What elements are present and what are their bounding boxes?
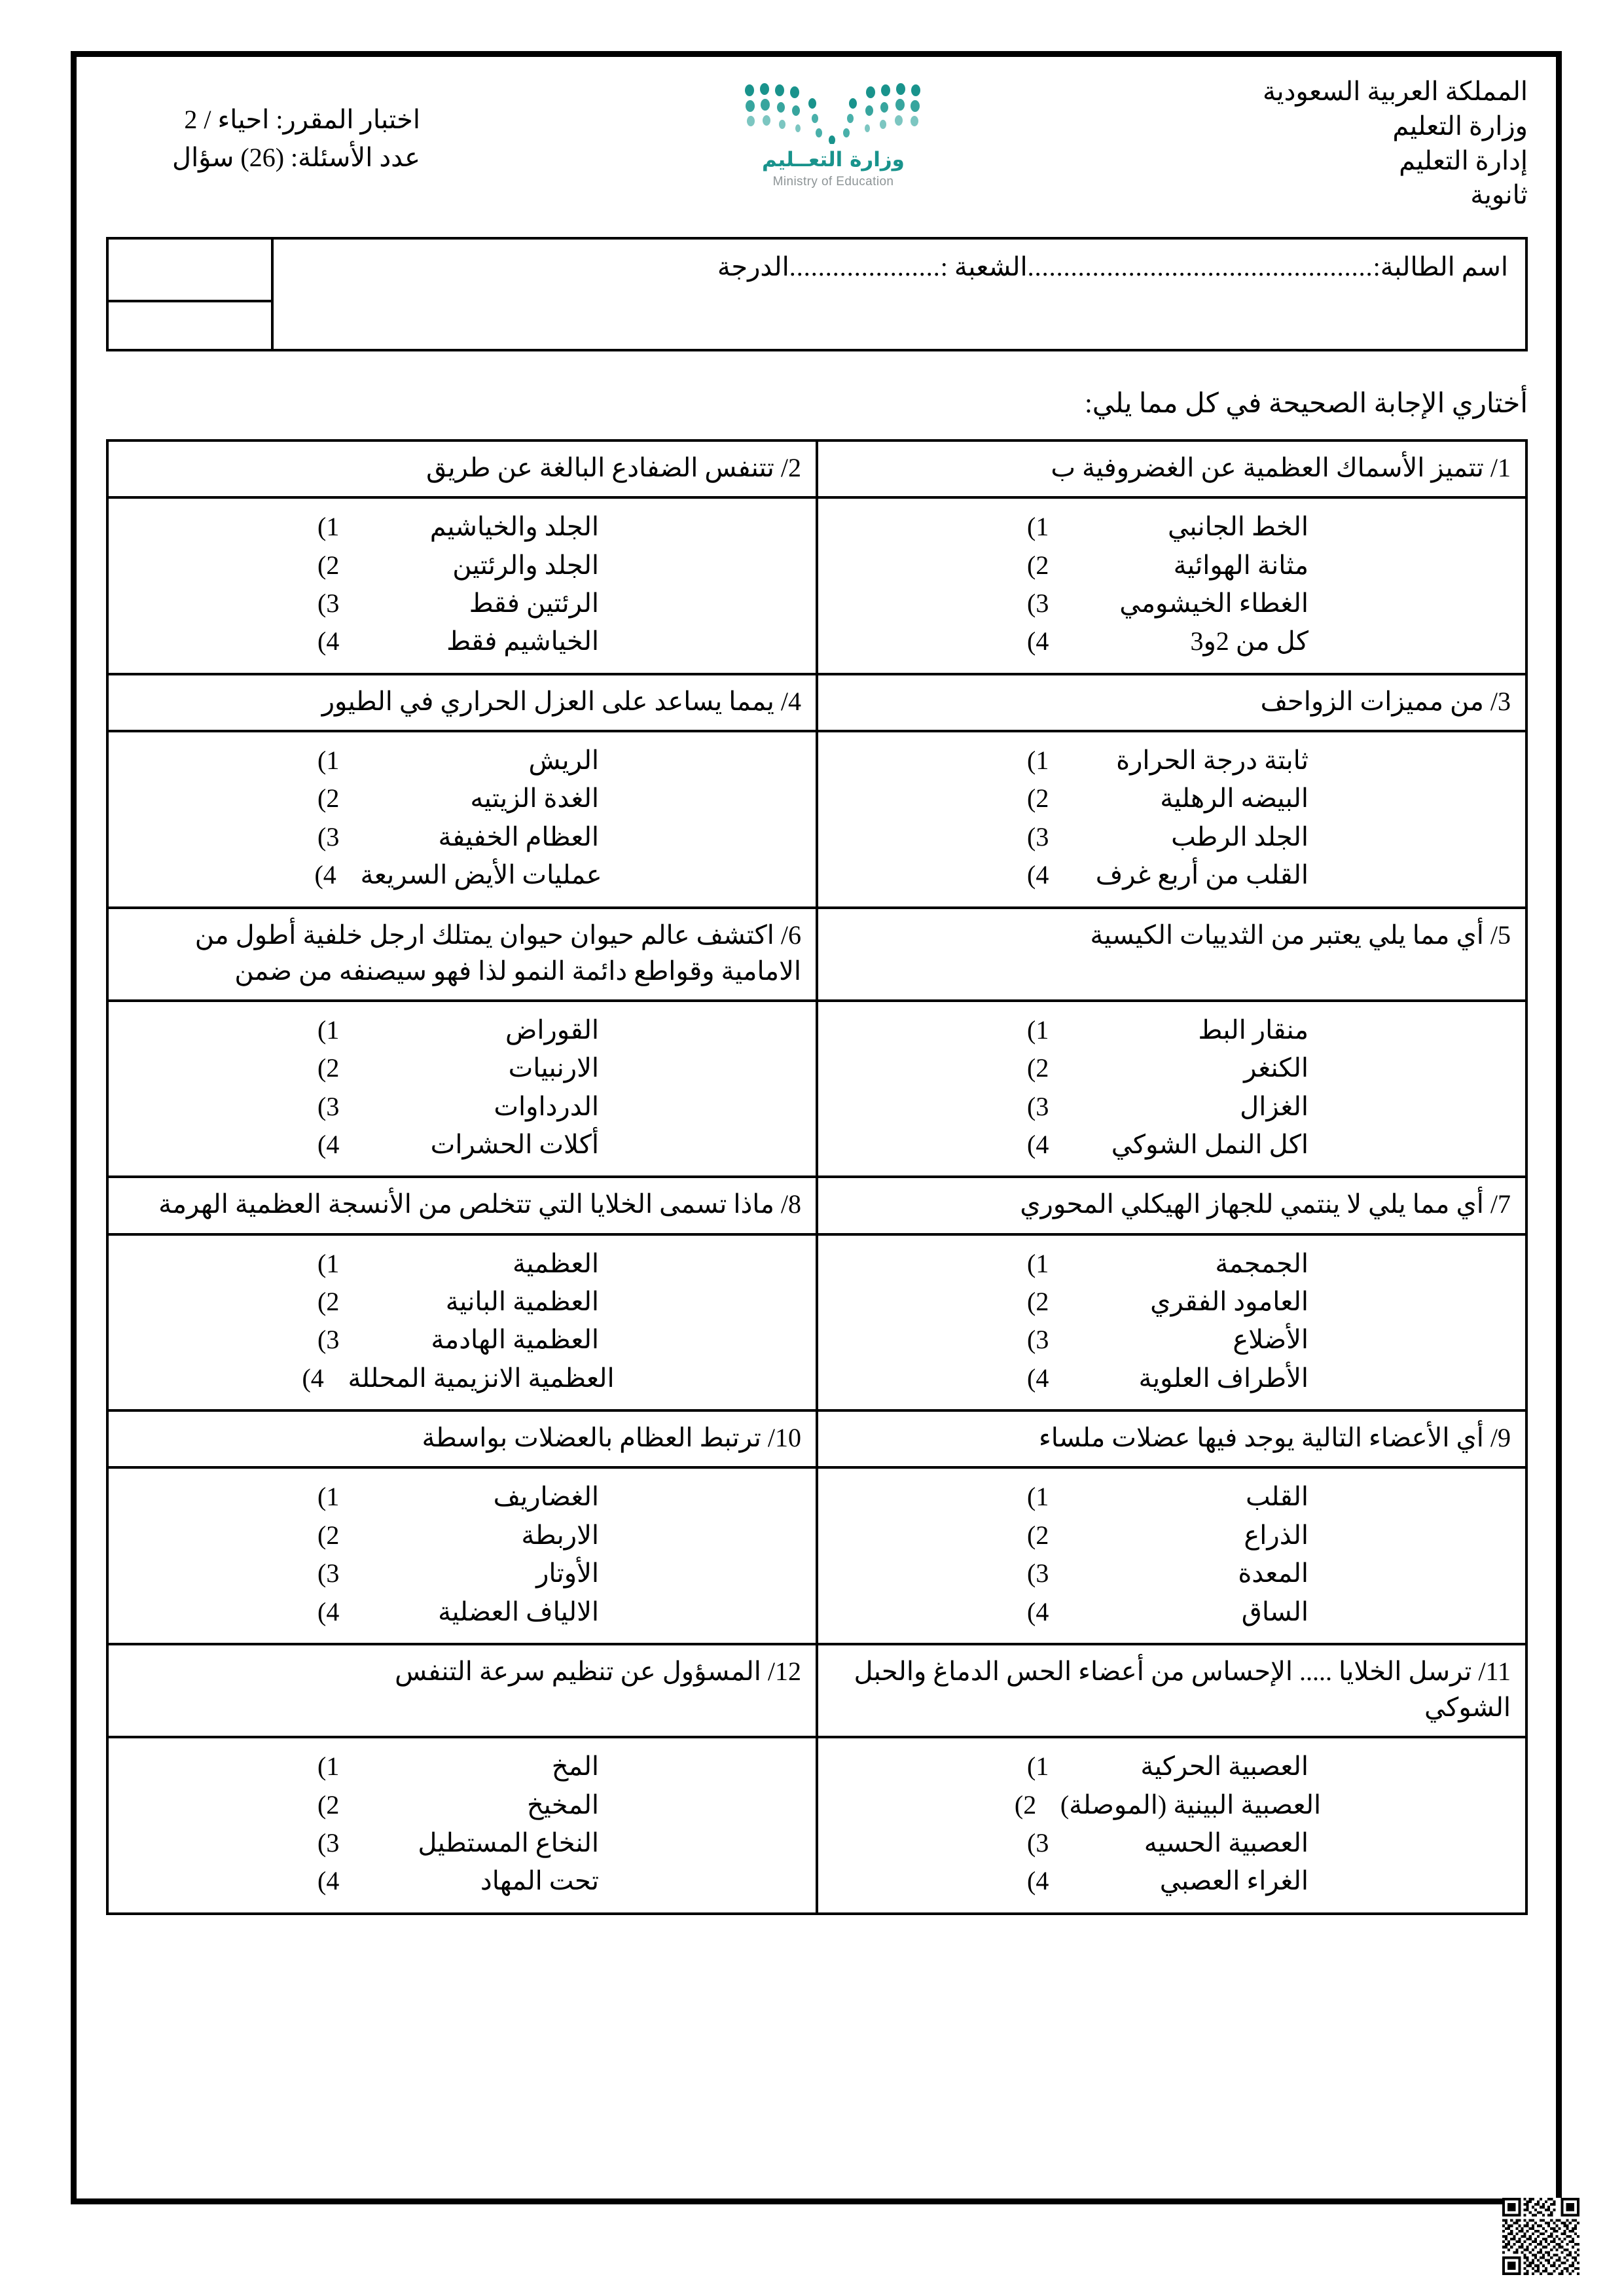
option-item[interactable]: [833, 508, 1511, 546]
school-type: ثانوية: [1470, 180, 1528, 210]
option-number: 2): [317, 1520, 340, 1550]
option-number: 2): [1027, 1287, 1049, 1317]
option-label: المخ: [551, 1751, 599, 1782]
option-number: 1): [1027, 1482, 1049, 1512]
answers-cell-11: [817, 1737, 1526, 1914]
grade-score-box[interactable]: [106, 237, 274, 351]
options-list-8: [109, 1236, 816, 1410]
option-label: العصبية الحسيه: [1144, 1828, 1308, 1858]
option-item[interactable]: [123, 780, 801, 817]
option-number: 1): [317, 745, 340, 775]
options-list-2: [109, 499, 816, 673]
answers-cell-10: [107, 1467, 817, 1644]
option-label: العظمية الهادمة: [431, 1325, 599, 1355]
option-number: 4): [317, 626, 340, 656]
option-item[interactable]: [833, 1126, 1511, 1164]
ministry-name: وزارة التعليم: [1392, 111, 1528, 141]
option-item[interactable]: [123, 622, 801, 660]
option-label: القلب من أربع غرف: [1095, 860, 1308, 890]
option-item[interactable]: [833, 1748, 1511, 1785]
option-label: المعدة: [1238, 1558, 1308, 1588]
option-item[interactable]: [833, 1478, 1511, 1516]
question-cell-6: [107, 908, 817, 1001]
option-label: العظمية الانزيمية المحللة: [348, 1363, 615, 1393]
option-item[interactable]: [833, 622, 1511, 660]
grade-box-lower-cell[interactable]: [109, 302, 271, 349]
question-text-2: 2/ تتنفس الضفادع البالغة عن طريق: [426, 453, 801, 482]
option-item[interactable]: [833, 584, 1511, 622]
ministry-of-education-logo: [693, 72, 974, 189]
option-label: الخط الجانبي: [1168, 512, 1308, 542]
option-number: 4): [302, 1363, 324, 1393]
option-item[interactable]: [833, 1593, 1511, 1631]
option-number: 3): [1027, 1828, 1049, 1858]
question-cell-4: [107, 674, 817, 731]
question-text-5: 5/ أي مما يلي يعتبر من الثدييات الكيسية: [1090, 920, 1511, 950]
question-text-6: 6/ اكتشف عالم حيوان حيوان يمتلك ارجل خلفية أطول من الامامية وقواطع دائمة النمو لذا فهو سيصنفه من ضمن: [194, 920, 801, 986]
option-item[interactable]: [833, 1554, 1511, 1592]
answers-cell-7: [817, 1234, 1526, 1411]
option-number: 2): [1027, 783, 1049, 814]
table-row: [107, 731, 1526, 908]
option-item[interactable]: [833, 547, 1511, 584]
option-item[interactable]: [833, 1049, 1511, 1087]
question-cell-7: [817, 1177, 1526, 1234]
question-text-9: 9/ أي الأعضاء التالية يوجد فيها عضلات ملساء: [1038, 1423, 1511, 1453]
options-list-7: [818, 1236, 1525, 1410]
student-info-row: [106, 237, 1528, 351]
option-label: الجلد الرطب: [1171, 821, 1308, 852]
option-item[interactable]: [123, 1478, 801, 1516]
option-item[interactable]: [123, 818, 801, 856]
table-row: [107, 908, 1526, 1001]
option-item[interactable]: [123, 1126, 801, 1164]
option-item[interactable]: [123, 856, 801, 894]
table-row: [107, 1410, 1526, 1467]
option-item[interactable]: [123, 1321, 801, 1359]
question-text-8: 8/ ماذا تسمى الخلايا التي تتخلص من الأنسجة العظمية الهرمة: [158, 1189, 801, 1219]
option-number: 3): [317, 1325, 340, 1355]
option-label: الجلد والرئتين: [452, 550, 599, 580]
option-item[interactable]: [123, 1516, 801, 1554]
option-number: 4): [317, 1866, 340, 1896]
question-cell-11: [817, 1644, 1526, 1737]
options-list-12: [109, 1738, 816, 1912]
option-item[interactable]: [833, 780, 1511, 817]
option-label: العصبية الحركية: [1140, 1751, 1308, 1782]
option-label: الغدة الزيتيه: [470, 783, 599, 814]
answers-cell-5: [817, 1001, 1526, 1177]
table-row: [107, 1234, 1526, 1411]
option-number: 1): [317, 512, 340, 542]
grade-box-upper-cell[interactable]: [109, 240, 271, 302]
answers-cell-8: [107, 1234, 817, 1411]
option-label: الارنبيات: [508, 1053, 599, 1083]
question-text-4: 4/ يمما يساعد على العزل الحراري في الطيور: [321, 686, 801, 716]
qr-code-icon: [1502, 2198, 1579, 2275]
option-item[interactable]: [123, 1359, 801, 1397]
option-label: الجمجمة: [1215, 1248, 1308, 1278]
education-department: إدارة التعليم: [1399, 145, 1528, 175]
questions-table: [106, 439, 1528, 1915]
option-item[interactable]: [833, 1321, 1511, 1359]
option-label: القلب: [1245, 1482, 1308, 1512]
option-item[interactable]: [123, 742, 801, 780]
option-label: القوراض: [505, 1014, 599, 1045]
option-label: الالياف العضلية: [438, 1596, 599, 1626]
question-cell-5: [817, 908, 1526, 1001]
option-item[interactable]: [833, 1516, 1511, 1554]
option-label: الذراع: [1244, 1520, 1308, 1550]
option-item[interactable]: [123, 584, 801, 622]
option-label: العظمية: [512, 1248, 599, 1278]
options-list-11: [818, 1738, 1525, 1912]
question-text-11: 11/ ترسل الخلايا ..... الإحساس من أعضاء الحس الدماغ والحبل الشوكي: [854, 1656, 1511, 1723]
option-number: 1): [1027, 512, 1049, 542]
option-label: الغزال: [1240, 1091, 1308, 1121]
option-number: 1): [1027, 1248, 1049, 1278]
logo-arabic-text: وزارة التعــليم: [762, 148, 905, 171]
option-label: ثابتة درجة الحرارة: [1116, 745, 1308, 775]
option-number: 2): [317, 1789, 340, 1820]
section-label: الشعبة :: [940, 252, 1028, 281]
option-number: 1): [317, 1482, 340, 1512]
option-label: عمليات الأيض السريعة: [360, 860, 602, 890]
options-list-5: [818, 1002, 1525, 1176]
options-list-3: [818, 732, 1525, 906]
option-item[interactable]: [123, 1088, 801, 1126]
question-text-10: 10/ ترتبط العظام بالعضلات بواسطة: [422, 1423, 801, 1453]
question-cell-10: [107, 1410, 817, 1467]
option-number: 1): [1027, 1751, 1049, 1782]
option-number: 1): [317, 1248, 340, 1278]
option-label: الغطاء الخيشومي: [1119, 588, 1308, 618]
student-info-fields: [274, 237, 1528, 351]
option-number: 4): [314, 860, 336, 890]
table-row: [107, 497, 1526, 674]
table-row: [107, 440, 1526, 497]
option-label: الكنغر: [1244, 1053, 1308, 1083]
question-text-1: 1/ تتميز الأسماك العظمية عن الغضروفية ب: [1051, 453, 1511, 482]
option-item[interactable]: [123, 1862, 801, 1900]
option-item[interactable]: [123, 1593, 801, 1631]
option-item[interactable]: [123, 1011, 801, 1049]
option-label: العصبية البينية (الموصلة): [1060, 1789, 1322, 1820]
qr-code: [1502, 2198, 1579, 2275]
option-label: اكل النمل الشوكي: [1111, 1130, 1308, 1160]
option-number: 3): [317, 1558, 340, 1588]
option-item[interactable]: [833, 1088, 1511, 1126]
page-content: [84, 63, 1550, 2193]
option-number: 2): [317, 550, 340, 580]
option-item[interactable]: [123, 1245, 801, 1283]
option-item[interactable]: [833, 1862, 1511, 1900]
option-label: الأطراف العلوية: [1138, 1363, 1308, 1393]
option-item[interactable]: [833, 856, 1511, 894]
section-input[interactable]: .....................: [789, 252, 941, 281]
option-number: 4): [1027, 860, 1049, 890]
option-item[interactable]: [833, 1245, 1511, 1283]
logo-english-text: Ministry of Education: [772, 175, 894, 188]
option-label: البيضه الرهلية: [1160, 783, 1308, 814]
option-item[interactable]: [833, 1786, 1511, 1824]
header-ministry-block: [1246, 72, 1528, 213]
option-item[interactable]: [123, 1824, 801, 1862]
option-number: 2): [1014, 1789, 1037, 1820]
option-number: 2): [1027, 1520, 1049, 1550]
course-title: اختبار المقرر: احياء / 2: [184, 105, 420, 134]
option-label: تحت المهاد: [480, 1866, 599, 1896]
option-number: 3): [1027, 821, 1049, 852]
option-item[interactable]: [123, 1748, 801, 1785]
option-number: 4): [1027, 1363, 1049, 1393]
document-header: [84, 63, 1550, 233]
option-number: 3): [1027, 588, 1049, 618]
option-number: 4): [1027, 1596, 1049, 1626]
option-number: 3): [1027, 1325, 1049, 1355]
option-number: 3): [1027, 1558, 1049, 1588]
table-row: [107, 1467, 1526, 1644]
option-number: 3): [317, 588, 340, 618]
option-item[interactable]: [833, 818, 1511, 856]
answers-cell-3: [817, 731, 1526, 908]
option-label: العامود الفقري: [1150, 1287, 1308, 1317]
option-label: النخاع المستطيل: [418, 1828, 599, 1858]
options-list-10: [109, 1469, 816, 1643]
table-row: [107, 674, 1526, 731]
table-row: [107, 1177, 1526, 1234]
option-label: الغضاريف: [493, 1482, 599, 1512]
option-item[interactable]: [833, 1824, 1511, 1862]
option-number: 1): [317, 1751, 340, 1782]
question-cell-8: [107, 1177, 817, 1234]
option-label: العظام الخفيفة: [438, 821, 599, 852]
answers-cell-4: [107, 731, 817, 908]
option-number: 3): [1027, 1091, 1049, 1121]
table-row: [107, 1001, 1526, 1177]
options-list-9: [818, 1469, 1525, 1643]
question-cell-9: [817, 1410, 1526, 1467]
option-item[interactable]: [123, 1283, 801, 1321]
option-number: 2): [1027, 1053, 1049, 1083]
option-item[interactable]: [833, 742, 1511, 780]
table-row: [107, 1644, 1526, 1737]
option-item[interactable]: [123, 508, 801, 546]
option-label: المخيخ: [526, 1789, 599, 1820]
option-item[interactable]: [123, 547, 801, 584]
option-number: 2): [317, 1053, 340, 1083]
option-item[interactable]: [123, 1554, 801, 1592]
option-label: مثانة الهوائية: [1173, 550, 1308, 580]
option-number: 2): [317, 1287, 340, 1317]
question-cell-2: [107, 440, 817, 497]
option-label: الغراء العصبي: [1159, 1866, 1308, 1896]
option-item[interactable]: [123, 1049, 801, 1087]
table-row: [107, 1737, 1526, 1914]
answers-cell-12: [107, 1737, 817, 1914]
country-name: المملكة العربية السعودية: [1263, 77, 1528, 106]
option-label: الخياشيم فقط: [446, 626, 599, 656]
answers-cell-6: [107, 1001, 817, 1177]
option-label: الريش: [528, 745, 599, 775]
option-number: 2): [1027, 550, 1049, 580]
option-label: الاربطة: [521, 1520, 599, 1550]
grade-label: الدرجة: [717, 252, 789, 281]
option-label: الأوتار: [536, 1558, 599, 1588]
exam-instruction: أختاري الإجابة الصحيحة في كل مما يلي:: [1085, 389, 1528, 419]
option-label: الجلد والخياشيم: [429, 512, 599, 542]
option-number: 3): [317, 1091, 340, 1121]
option-label: منقار البط: [1198, 1014, 1308, 1045]
student-name-label: اسم الطالبة:: [1373, 252, 1508, 281]
question-count: عدد الأسئلة: (26) سؤال: [172, 143, 420, 172]
question-text-12: 12/ المسؤول عن تنظيم سرعة التنفس: [395, 1656, 801, 1686]
option-label: الرئتين فقط: [469, 588, 599, 618]
options-list-1: [818, 499, 1525, 673]
option-item[interactable]: [833, 1283, 1511, 1321]
option-number: 3): [317, 1828, 340, 1858]
option-number: 4): [317, 1596, 340, 1626]
answers-cell-1: [817, 497, 1526, 674]
option-label: أكلات الحشرات: [430, 1130, 599, 1160]
question-cell-3: [817, 674, 1526, 731]
option-item[interactable]: [123, 1786, 801, 1824]
option-label: كل من 2و3: [1190, 626, 1308, 656]
option-number: 4): [1027, 626, 1049, 656]
header-exam-info-block: [106, 72, 420, 177]
option-label: الدرداوات: [494, 1091, 599, 1121]
options-list-6: [109, 1002, 816, 1176]
option-label: العظمية البانية: [445, 1287, 599, 1317]
option-number: 1): [1027, 1014, 1049, 1045]
question-text-3: 3/ من مميزات الزواحف: [1260, 686, 1511, 716]
question-cell-12: [107, 1644, 817, 1737]
option-number: 2): [317, 783, 340, 814]
option-number: 3): [317, 821, 340, 852]
option-number: 1): [1027, 745, 1049, 775]
option-item[interactable]: [833, 1011, 1511, 1049]
option-number: 4): [1027, 1866, 1049, 1896]
option-number: 1): [317, 1014, 340, 1045]
option-label: الأضلاع: [1233, 1325, 1308, 1355]
answers-cell-2: [107, 497, 817, 674]
question-cell-1: [817, 440, 1526, 497]
options-list-4: [109, 732, 816, 906]
option-number: 4): [1027, 1130, 1049, 1160]
option-number: 4): [317, 1130, 340, 1160]
option-label: الساق: [1241, 1596, 1308, 1626]
logo-dots-icon: [735, 81, 931, 144]
student-name-input[interactable]: ................................................: [1027, 252, 1373, 281]
option-item[interactable]: [833, 1359, 1511, 1397]
answers-cell-9: [817, 1467, 1526, 1644]
question-text-7: 7/ أي مما يلي لا ينتمي للجهاز الهيكلي المحوري: [1020, 1189, 1511, 1219]
